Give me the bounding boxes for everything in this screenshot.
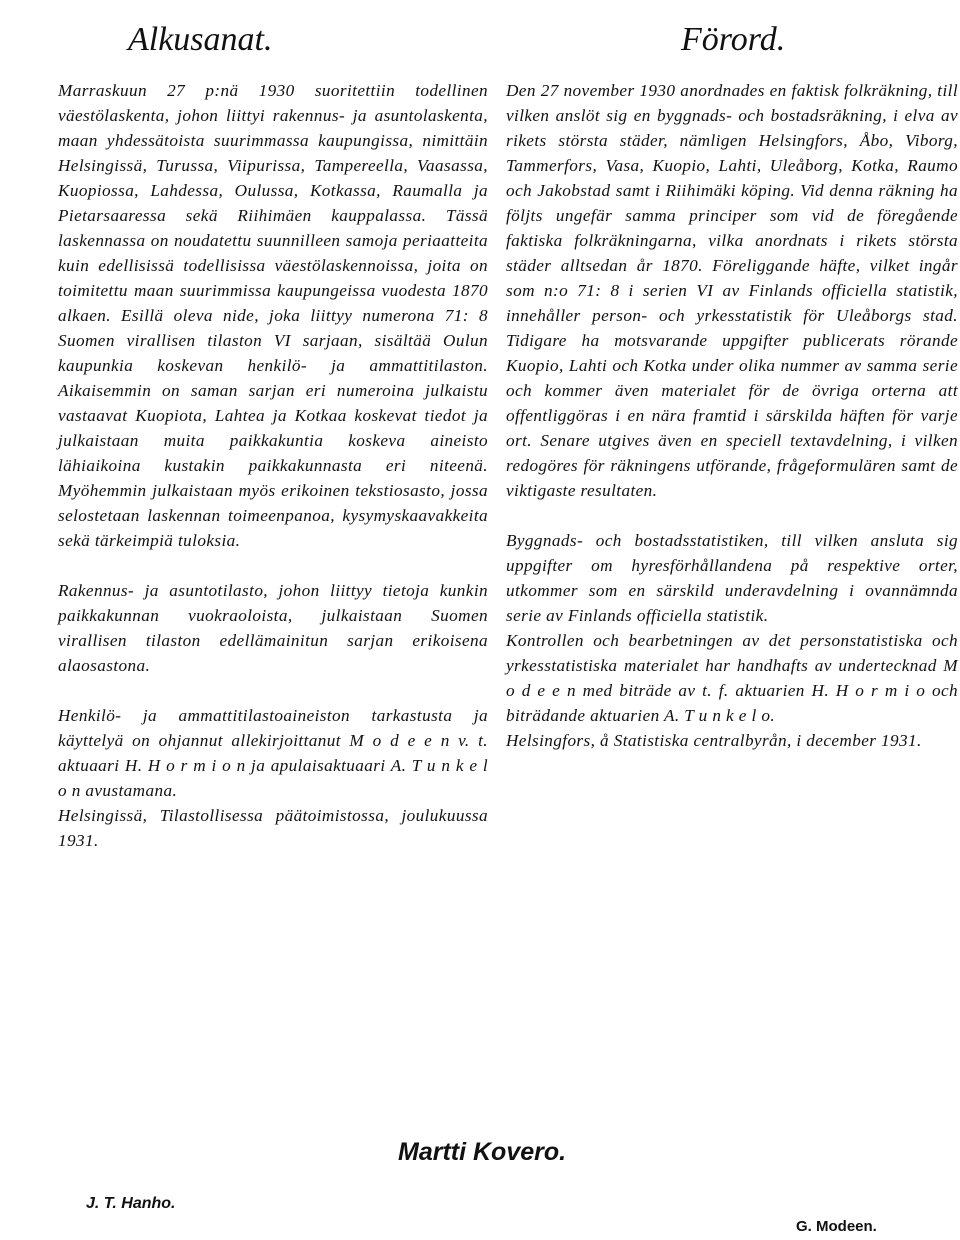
- swedish-column: [506, 20, 958, 753]
- finnish-paragraph-4: Helsingissä, Tilastollisessa päätoimistossa, joulukuussa 1931.: [58, 806, 488, 850]
- finnish-title: Alkusanat.: [128, 21, 273, 58]
- finnish-paragraph-2: Rakennus- ja asuntotilasto, johon liittyy tietoja kunkin paikkakunnan vuokraoloista, julkaistaan Suomen virallisen tilaston edellämainitun sarjan erikoisena alaosastona.: [58, 581, 488, 675]
- swedish-title: Förord.: [681, 21, 786, 58]
- finnish-column: [58, 20, 488, 853]
- swedish-paragraph-3: Kontrollen och bearbetningen av det personstatistiska och yrkesstatistiska materialet har handhafts av undertecknad M o d e e n med biträde av t. f. aktuarien H. H o r m i o och biträdande aktuarien A. T u n k e l o.: [506, 631, 958, 725]
- signature-kovero: Martti Kovero.: [398, 1138, 567, 1166]
- finnish-paragraph-1: Marraskuun 27 p:nä 1930 suoritettiin todellinen väestölaskenta, johon liittyi rakennus- ja asuntolaskenta, maan yhdessätoista suurimmassa kaupungissa, nimittäin Helsingissä, Turussa, Viipurissa, Tampereella, Vaasassa, Kuopiossa, Lahdessa, Oulussa, Kotkassa, Raumalla ja Pietarsaaressa sekä Riihimäen kauppalassa. Tässä laskennassa on noudatettu suunnilleen samoja periaatteita kuin edellisissä todellisissa väestölaskennoissa, joita on toimitettu maan suurimmissa kaupungeissa vuodesta 1870 alkaen. Esillä oleva nide, joka liittyy numerona 71: 8 Suomen virallisen tilaston VI sarjaan, sisältää Oulun kaupunkia koskevan henkilö- ja ammattitilaston. Aikaisemmin on saman sarjan eri numeroina julkaistu vastaavat Kuopiota, Lahtea ja Kotkaa koskevat tiedot ja julkaistaan muita paikkakuntia koskeva aineisto lähiaikoina kustakin paikkakunnasta eri niteenä. Myöhemmin julkaistaan myös erikoinen tekstiosasto, jossa selostetaan laskennan toimeenpanoa, kysymyskaavakkeita sekä tärkeimpiä tuloksia.: [58, 81, 488, 550]
- signature-hanho: J. T. Hanho.: [86, 1195, 176, 1212]
- signature-modeen: G. Modeen.: [796, 1218, 877, 1235]
- swedish-paragraph-1: Den 27 november 1930 anordnades en faktisk folkräkning, till vilken anslöt sig en byggnads- och bostadsräkning, i elva av rikets största städer, nämligen Helsingfors, Åbo, Viborg, Tammerfors, Vasa, Kuopio, Lahti, Uleåborg, Kotka, Raumo och Jakobstad samt i Riihimäki köping. Vid denna räkning ha följts ungefär samma principer som vid de föregående faktiska folkräkningarna, vilka anordnats i rikets största städer alltsedan år 1870. Föreliggande häfte, vilket ingår som n:o 71: 8 i serien VI av Finlands officiella statistik, innehåller person- och yrkesstatistik för Uleåborgs stad. Tidigare ha motsvarande uppgifter publicerats rörande Kuopio, Lahti och Kotka under olika nummer av samma serie och kommer även materialet för de övriga orterna att offentliggöras i en nära framtid i särskilda häften för varje ort. Senare utgives även en speciell textavdelning, i vilken redogöres för räkningens utförande, frågeformulären samt de viktigaste resultaten.: [506, 81, 958, 500]
- swedish-paragraph-2: Byggnads- och bostadsstatistiken, till vilken ansluta sig uppgifter om hyresförhållandena på respektive orter, utkommer som en särskild underavdelning i ovannämnda serie av Finlands officiella statistik.: [506, 531, 958, 625]
- swedish-paragraph-4: Helsingfors, å Statistiska centralbyrån, i december 1931.: [506, 731, 922, 750]
- finnish-paragraph-3: Henkilö- ja ammattitilastoaineiston tarkastusta ja käyttelyä on ohjannut allekirjoittanut M o d e e n v. t. aktuaari H. H o r m i o n ja apulaisaktuaari A. T u n k e l o n avustamana.: [58, 706, 488, 800]
